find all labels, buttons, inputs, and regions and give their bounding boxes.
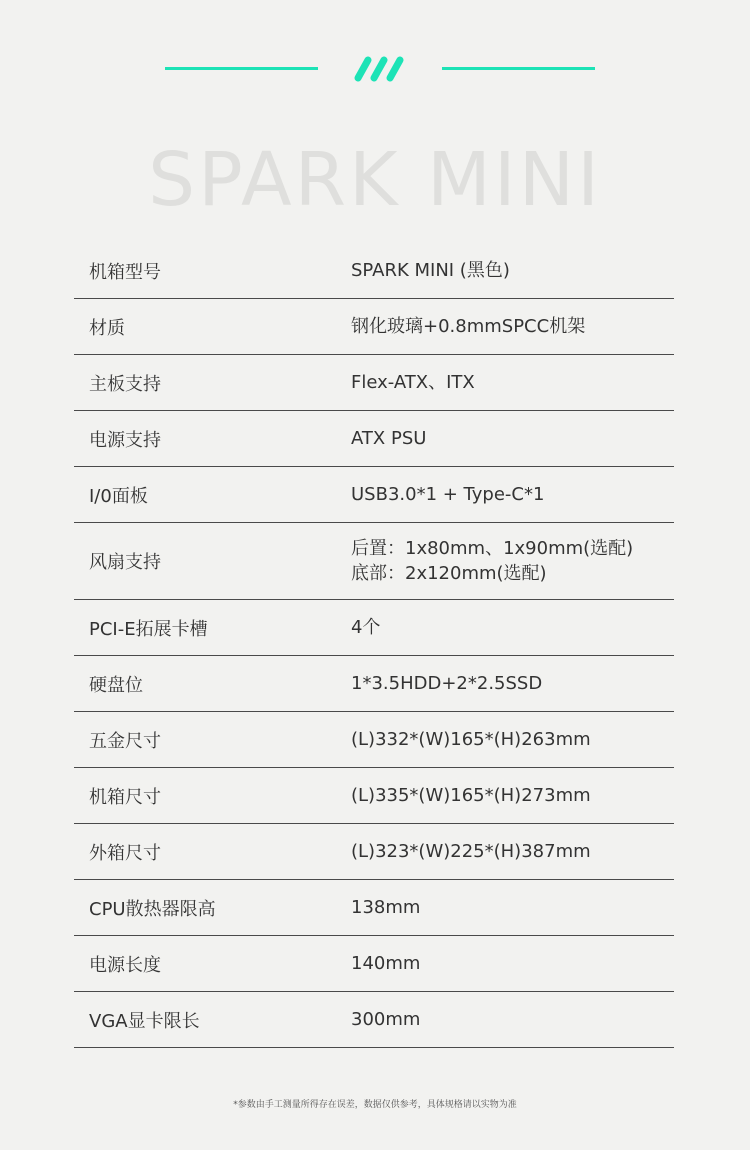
spec-value	[351, 536, 674, 586]
spec-value-line: 后置：1x80mm、1x90mm(选配)	[351, 538, 634, 559]
spec-value	[351, 258, 674, 283]
spec-value-line: 1*3.5HDD+2*2.5SSD	[351, 673, 543, 694]
decor-line-left	[165, 67, 318, 70]
spec-row	[74, 467, 674, 523]
spec-value	[351, 314, 674, 339]
spec-label: VGA显卡限长	[89, 1010, 200, 1032]
spec-value-line: 300mm	[351, 1009, 421, 1030]
spec-label: PCI-E拓展卡槽	[89, 618, 208, 640]
spec-value	[351, 482, 674, 507]
triple-slash-icon	[352, 55, 408, 83]
spec-value-line: USB3.0*1 + Type-C*1	[351, 484, 545, 505]
spec-value-line: (L)335*(W)165*(H)273mm	[351, 785, 591, 806]
spec-value-line: 140mm	[351, 953, 421, 974]
spec-table	[74, 243, 674, 1048]
spec-row	[74, 600, 674, 656]
spec-row	[74, 712, 674, 768]
spec-row	[74, 824, 674, 880]
spec-value	[351, 370, 674, 395]
spec-value-line: (L)332*(W)165*(H)263mm	[351, 729, 591, 750]
spec-label: 机箱型号	[89, 261, 161, 283]
spec-label: CPU散热器限高	[89, 898, 216, 920]
spec-label: 外箱尺寸	[89, 842, 161, 864]
decor-line-right	[442, 67, 595, 70]
spec-row	[74, 355, 674, 411]
spec-value	[351, 783, 674, 808]
spec-value-line: 钢化玻璃+0.8mmSPCC机架	[351, 316, 586, 337]
spec-row	[74, 411, 674, 467]
spec-label: 机箱尺寸	[89, 786, 161, 808]
spec-row	[74, 768, 674, 824]
spec-label: 风扇支持	[89, 552, 161, 573]
spec-row	[74, 523, 674, 600]
spec-row	[74, 656, 674, 712]
spec-row	[74, 880, 674, 936]
spec-value-line: SPARK MINI (黑色)	[351, 260, 510, 281]
spec-value-line: 138mm	[351, 897, 421, 918]
spec-value	[351, 727, 674, 752]
spec-value-line: (L)323*(W)225*(H)387mm	[351, 841, 591, 862]
spec-row	[74, 936, 674, 992]
spec-label: 材质	[89, 317, 125, 339]
spec-value-line: 4个	[351, 617, 381, 638]
spec-value-line: 底部：2x120mm(选配)	[351, 563, 547, 584]
product-title: SPARK MINI	[148, 137, 602, 223]
spec-label: 主板支持	[89, 373, 161, 395]
spec-label: 电源长度	[89, 954, 161, 976]
spec-value	[351, 615, 674, 640]
spec-value	[351, 951, 674, 976]
spec-value	[351, 895, 674, 920]
header-decoration	[0, 55, 750, 83]
spec-label: 硬盘位	[89, 674, 143, 696]
spec-label: 五金尺寸	[89, 730, 161, 752]
disclaimer-footnote: *参数由手工测量所得存在误差，数据仅供参考，具体规格请以实物为准	[233, 1100, 517, 1110]
spec-row	[74, 992, 674, 1048]
spec-row	[74, 299, 674, 355]
spec-value-line: Flex-ATX、ITX	[351, 372, 475, 393]
spec-value	[351, 426, 674, 451]
spec-value	[351, 671, 674, 696]
spec-label: I/0面板	[89, 485, 148, 507]
spec-value	[351, 839, 674, 864]
spec-row	[74, 243, 674, 299]
spec-label: 电源支持	[89, 429, 161, 451]
spec-value	[351, 1007, 674, 1032]
spec-value-line: ATX PSU	[351, 428, 427, 449]
